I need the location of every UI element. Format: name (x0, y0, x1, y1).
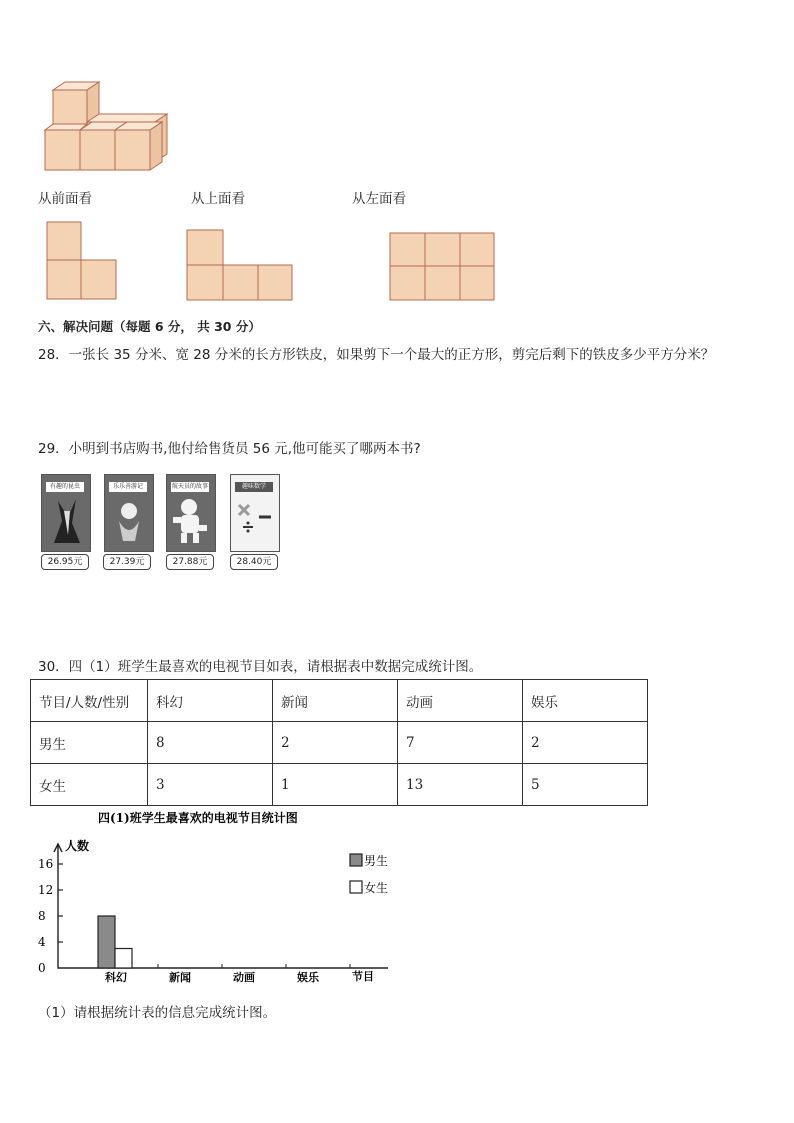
bar-chart (30, 806, 400, 988)
x-category-label: 科幻 (105, 971, 127, 984)
y-tick-label: 0 (38, 961, 46, 975)
table-cell: 7 (398, 722, 523, 764)
math-symbols-illustration (231, 491, 279, 551)
section-heading: 六、解决问题（每题 6 分， 共 30 分） (38, 319, 261, 334)
top-view-label: 从上面看 (191, 191, 245, 207)
x-axis-label: 节目 (352, 970, 374, 983)
book-title: 航天员的故事 (171, 483, 208, 490)
child-illustration (105, 491, 153, 551)
x-category-label: 动画 (233, 971, 255, 984)
table-cell: 2 (273, 722, 398, 764)
table-header-cell: 新闻 (273, 680, 398, 722)
book-title: 趣味数学 (235, 482, 273, 492)
legend-label: 女生 (364, 881, 389, 895)
front-view-label: 从前面看 (38, 191, 92, 207)
bar-female (115, 949, 132, 969)
book-title: 有趣的昆虫 (46, 482, 84, 492)
front-view-figure (46, 221, 118, 301)
table-cell: 2 (523, 722, 648, 764)
table-cell: 3 (148, 764, 273, 806)
table-cell: 男生 (31, 722, 148, 764)
bar-male (98, 916, 115, 968)
astronaut-illustration (167, 491, 215, 551)
question-30-part-1: （1）请根据统计表的信息完成统计图。 (38, 1005, 277, 1021)
question-30: 30．四（1）班学生最喜欢的电视节目如表，请根据表中数据完成统计图。 (38, 659, 483, 675)
legend-swatch (350, 881, 362, 893)
table-cell: 13 (398, 764, 523, 806)
y-tick-label: 4 (38, 935, 46, 949)
book-cover (104, 474, 154, 552)
question-28: 28．一张长 35 分米、宽 28 分米的长方形铁皮，如果剪下一个最大的正方形，剪完后剩下的铁皮多少平方分米？ (38, 347, 715, 363)
y-tick-label: 12 (38, 883, 54, 897)
table-cell: 5 (523, 764, 648, 806)
table-cell: 8 (148, 722, 273, 764)
table-row (31, 722, 648, 764)
table-cell: 1 (273, 764, 398, 806)
cube-stack-figure (40, 80, 175, 175)
book-price: 27.39元 (103, 554, 151, 570)
tv-program-table (30, 679, 648, 806)
y-tick-label: 8 (38, 909, 46, 923)
x-category-label: 新闻 (169, 971, 191, 984)
table-row (31, 764, 648, 806)
book-price: 26.95元 (41, 554, 89, 570)
left-view-label: 从左面看 (352, 191, 406, 207)
table-header-row (31, 680, 648, 722)
book-cover (166, 474, 216, 552)
table-header-cell: 科幻 (148, 680, 273, 722)
table-cell: 女生 (31, 764, 148, 806)
legend-label: 男生 (364, 854, 389, 868)
book-price: 27.88元 (166, 554, 214, 570)
book-title: 乐乐善游记 (109, 482, 147, 492)
table-header-cell: 节目/人数/性别 (31, 680, 148, 722)
insect-illustration (42, 491, 90, 551)
book-price: 28.40元 (230, 554, 278, 570)
legend-swatch (350, 854, 362, 866)
chart-title: 四(1)班学生最喜欢的电视节目统计图 (98, 811, 298, 825)
left-view-figure (389, 232, 496, 302)
x-category-label: 娱乐 (297, 971, 319, 984)
table-header-cell: 动画 (398, 680, 523, 722)
book-cover (41, 474, 91, 552)
book-cover (230, 474, 280, 552)
y-axis-label: 人数 (65, 839, 90, 853)
y-tick-label: 16 (38, 857, 54, 871)
question-29: 29．小明到书店购书,他付给售货员 56 元,他可能买了哪两本书? (38, 441, 421, 457)
top-view-figure (186, 229, 294, 302)
table-header-cell: 娱乐 (523, 680, 648, 722)
